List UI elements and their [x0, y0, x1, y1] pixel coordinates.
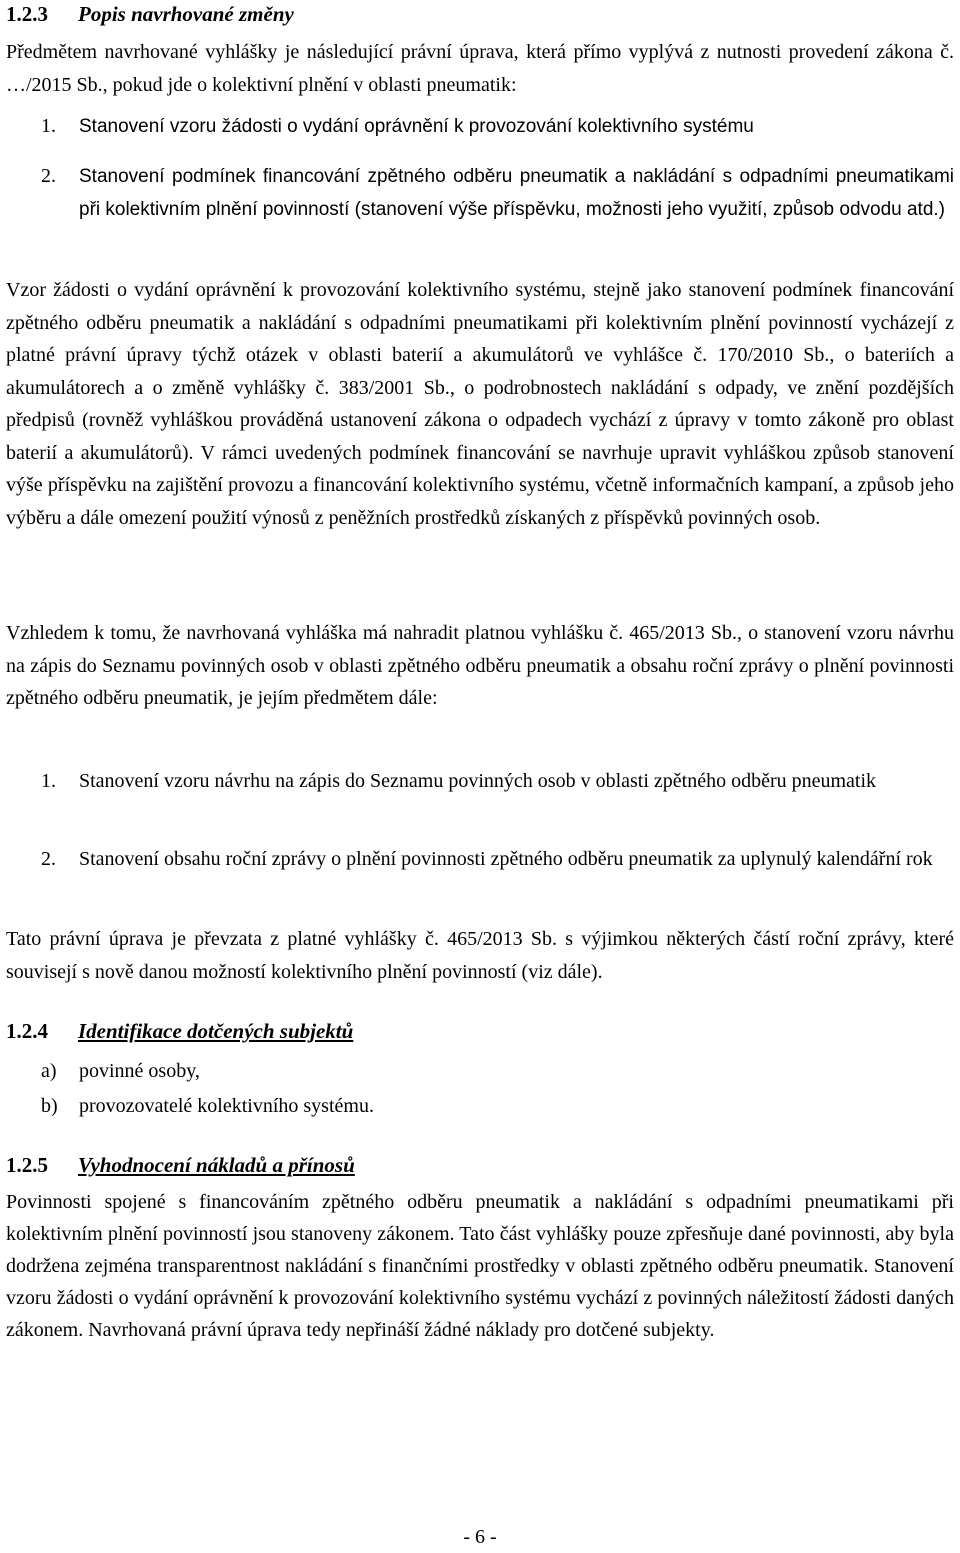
section-title: Vyhodnocení nákladů a přínosů — [78, 1153, 355, 1177]
list-item-text: Stanovení obsahu roční zprávy o plnění povinnosti zpětného odběru pneumatik za uplynulý kalendářní rok — [79, 848, 933, 870]
list-item-text: povinné osoby, — [79, 1060, 200, 1082]
section-heading-1-2-4 — [6, 1018, 353, 1044]
list-item — [41, 765, 954, 798]
paragraph-vzhledem: Vzhledem k tomu, že navrhovaná vyhláška má nahradit platnou vyhlášku č. 465/2013 Sb., o stanovení vzoru návrhu na zápis do Seznamu povinných osob v oblasti zpětného odběru pneumatik a obsahu roční zprávy o plnění povinnosti zpětného odběru pneumatik, je jejím předmětem dále: — [6, 622, 954, 709]
list-item-number: 2. — [41, 848, 56, 870]
list-item-number: 1. — [41, 770, 56, 792]
paragraph-povinnosti: Povinnosti spojené s financováním zpětného odběru pneumatik a nakládání s odpadními pneumatikami při kolektivním plnění povinností jsou stanoveny zákonem. Tato část vyhlášky pouze zpřesňuje dané povinnosti, aby byla dodržena zejména transparentnost nakládání s finančními prostředky v oblasti zpětného odběru pneumatik. Stanovení vzoru žádosti o vydání oprávnění k provozování kolektivního systému vychází z povinných náležitostí žádosti daných zákonem. Navrhovaná právní úprava tedy nepřináší žádné náklady pro dotčené subjekty. — [6, 1191, 954, 1341]
list-item-text: Stanovení vzoru návrhu na zápis do Seznamu povinných osob v oblasti zpětného odběru pneumatik — [79, 770, 877, 792]
section-heading-1-2-5 — [6, 1152, 355, 1178]
list-item — [41, 843, 954, 876]
list-item-number: 2. — [41, 165, 56, 187]
list-item — [41, 110, 954, 143]
section-number: 1.2.4 — [6, 1019, 48, 1043]
list-item-text: Stanovení vzoru žádosti o vydání oprávnění k provozování kolektivního systému — [79, 116, 754, 137]
paragraph-tato: Tato právní úprava je převzata z platné vyhlášky č. 465/2013 Sb. s výjimkou některých částí roční zprávy, které souvisejí s nově danou možností kolektivního plnění povinností (viz dále). — [6, 928, 954, 983]
paragraph-vzor: Vzor žádosti o vydání oprávnění k provozování kolektivního systému, stejně jako stanovení podmínek financování zpětného odběru pneumatik a nakládání s odpadními pneumatikami při kolektivním plnění povinností vycházejí z platné právní úpravy týchž otázek v oblasti baterií a akumulátorů ve vyhlášce č. 170/2010 Sb., o bateriích a akumulátorech a o změně vyhlášky č. 383/2001 Sb., o podrobnostech nakládání s odpady, ve znění pozdějších předpisů (rovněž vyhláškou prováděná ustanovení zákona o odpadech vychází z úpravy v tomto zákoně pro oblast baterií a akumulátorů). V rámci uvedených podmínek financování se navrhuje upravit vyhláškou způsob stanovení výše příspěvku na zajištění provozu a financování kolektivního systému, včetně informačních kampaní, a způsob jeho výběru a dále omezení použití výnosů z peněžních prostředků získaných z příspěvků povinných osob. — [6, 279, 954, 529]
section-title: Popis navrhované změny — [78, 2, 294, 26]
list-item — [41, 1055, 954, 1088]
section-number: 1.2.5 — [6, 1153, 48, 1177]
section-number: 1.2.3 — [6, 2, 48, 26]
section-heading-1-2-3 — [6, 1, 294, 27]
list-item-text: Stanovení podmínek financování zpětného odběru pneumatik a nakládání s odpadními pneumatikami při kolektivním plnění povinností (stanovení výše příspěvku, možnosti jeho využití, způsob odvodu atd.) — [79, 166, 954, 220]
page-number: - 6 - — [463, 1526, 497, 1548]
list-item-letter: a) — [41, 1060, 57, 1082]
list-item — [41, 160, 954, 226]
list-item — [41, 1090, 954, 1123]
intro-paragraph: Předmětem navrhované vyhlášky je následující právní úprava, která přímo vyplývá z nutnosti provedení zákona č. …/2015 Sb., pokud jde o kolektivní plnění v oblasti pneumatik: — [6, 41, 954, 96]
list-item-number: 1. — [41, 115, 56, 137]
section-title: Identifikace dotčených subjektů — [78, 1019, 354, 1043]
list-item-letter: b) — [41, 1095, 58, 1117]
list-item-text: provozovatelé kolektivního systému. — [79, 1095, 374, 1117]
